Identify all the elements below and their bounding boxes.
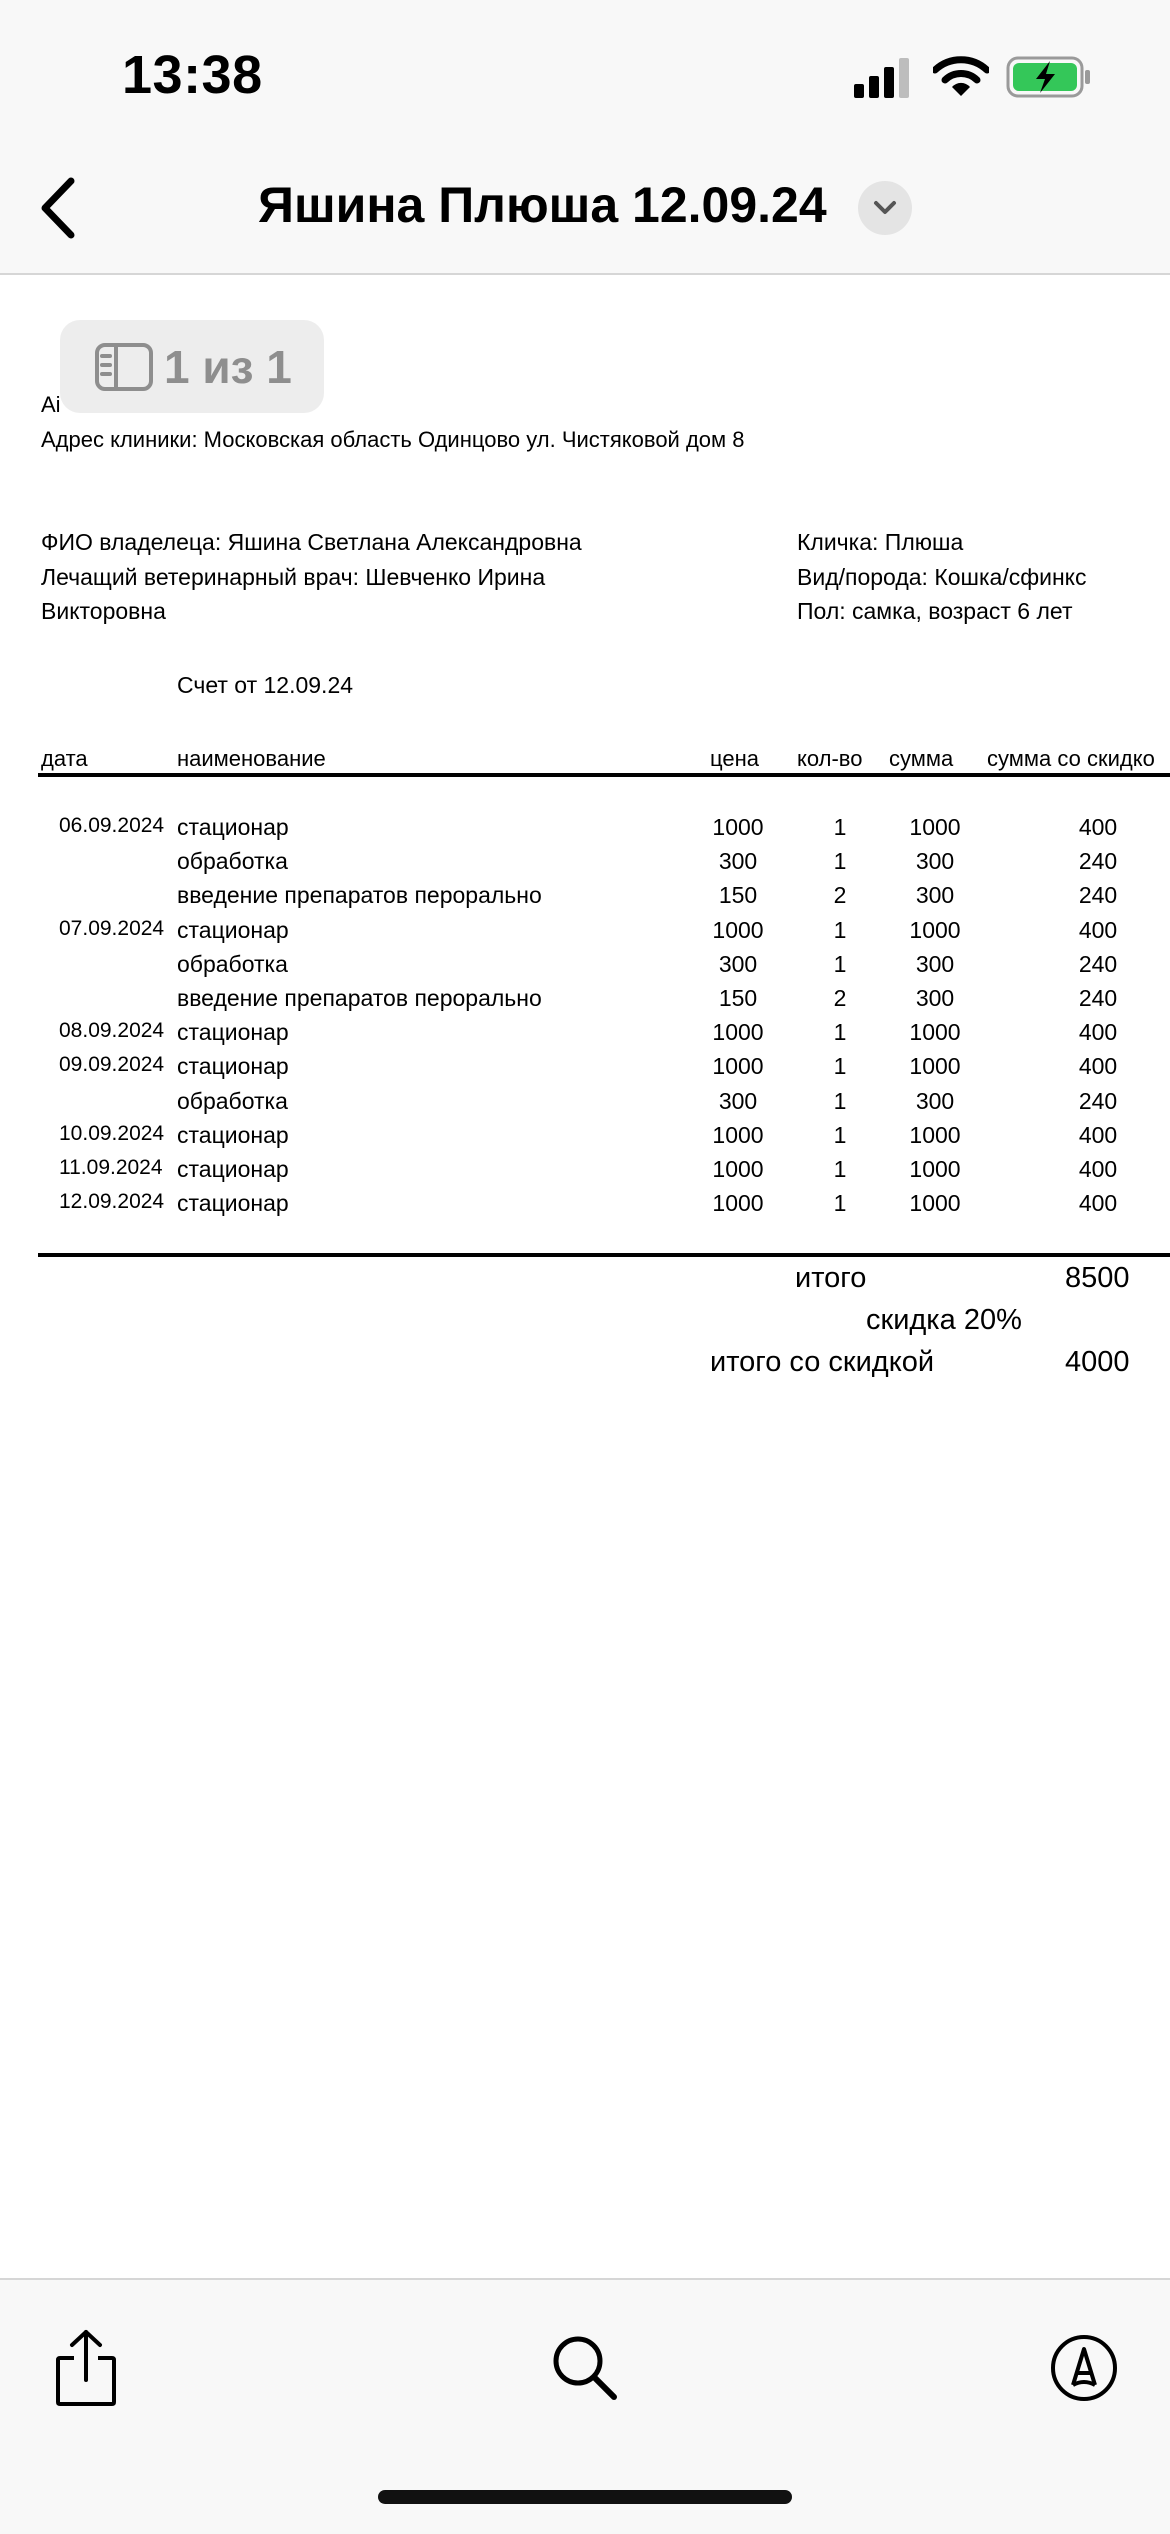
back-button[interactable] [22,168,92,248]
cell-qty: 2 [833,882,847,909]
cell-sum: 300 [915,1087,955,1114]
cell-name: стационар [177,814,289,840]
cell-price: 300 [718,950,758,977]
pet-sex-age: Пол: самка, возраст 6 лет [797,598,1073,624]
cell-qty: 1 [833,814,847,840]
battery-charging-icon [1006,56,1092,98]
clinic-name-partial: Ai [41,392,61,417]
chevron-left-icon [37,177,77,239]
discounted-total-value: 4000 [1065,1346,1130,1378]
cell-discount-sum: 400 [1078,814,1118,840]
cell-qty: 1 [833,1053,847,1080]
home-indicator [378,2490,792,2504]
document-title[interactable]: Яшина Плюша 12.09.24 [258,177,827,233]
cell-price: 1000 [712,1053,764,1080]
cell-discount-sum: 240 [1078,1087,1118,1114]
title-menu-button[interactable] [858,181,912,235]
cell-discount-sum: 400 [1078,1053,1118,1080]
invoice-title: Счет от 12.09.24 [177,672,354,698]
cell-date: 11.09.2024 [59,1156,163,1179]
cell-price: 1000 [712,1156,764,1182]
sidebar-icon [94,342,154,392]
cell-name: стационар [177,916,289,943]
cell-sum: 1000 [909,1019,961,1046]
clinic-address: Адрес клиники: Московская область Одинцово ул. Чистяковой дом 8 [41,427,745,452]
cell-qty: 1 [833,950,847,977]
cell-sum: 300 [915,950,955,977]
cell-qty: 1 [833,848,847,875]
signal-icon [854,58,912,98]
cell-sum: 1000 [909,1053,961,1080]
cell-qty: 1 [833,916,847,943]
cell-price: 300 [718,1087,758,1114]
search-icon [550,2333,620,2403]
cell-name: стационар [177,1190,289,1217]
column-header-price: цена [710,746,759,771]
cell-discount-sum: 400 [1078,916,1118,943]
table-bottom-rule [38,1253,1170,1257]
cell-discount-sum: 400 [1078,1019,1118,1046]
pet-breed: Вид/порода: Кошка/сфинкс [797,564,1087,590]
cell-price: 1000 [712,814,764,840]
cell-price: 300 [718,848,758,875]
column-header-date: дата [41,746,88,771]
page-indicator-label: 1 из 1 [164,340,292,393]
table-header-rule [38,773,1170,777]
cell-price: 1000 [712,1121,764,1148]
cell-name: стационар [177,1053,289,1080]
cell-price: 150 [718,882,758,909]
cell-price: 1000 [712,916,764,943]
cell-name: обработка [177,950,288,977]
cell-discount-sum: 240 [1078,985,1118,1011]
markup-button[interactable] [1036,2320,1132,2416]
status-time: 13:38 [122,45,263,105]
cell-discount-sum: 400 [1078,1156,1118,1182]
cell-discount-sum: 240 [1078,882,1118,909]
cell-discount-sum: 400 [1078,1121,1118,1148]
total-label: итого [795,1262,867,1294]
cell-sum: 1000 [909,814,961,840]
cell-sum: 1000 [909,1190,961,1217]
share-icon [54,2328,118,2408]
cell-name: обработка [177,1087,288,1114]
share-button[interactable] [38,2320,134,2416]
cell-sum: 300 [915,848,955,875]
cell-price: 150 [718,985,758,1011]
cell-name: обработка [177,848,288,875]
cell-qty: 2 [833,985,847,1011]
cell-date: 07.09.2024 [59,916,165,940]
total-value: 8500 [1065,1262,1130,1294]
column-header-discount-sum: сумма со скидко [987,746,1155,771]
cell-name: стационар [177,1019,289,1046]
pet-name: Кличка: Плюша [797,529,964,555]
cell-discount-sum: 240 [1078,950,1118,977]
cell-sum: 1000 [909,1121,961,1148]
page-indicator[interactable] [60,320,324,413]
cell-name: стационар [177,1156,289,1182]
column-header-qty: кол-во [797,746,863,771]
cell-qty: 1 [833,1019,847,1046]
cell-date: 06.09.2024 [59,814,165,837]
doctor-name-line1: Лечащий ветеринарный врач: Шевченко Ирина [41,564,546,590]
cell-sum: 300 [915,985,955,1011]
chevron-down-icon [873,200,897,216]
cell-qty: 1 [833,1190,847,1217]
cell-qty: 1 [833,1087,847,1114]
cell-sum: 1000 [909,916,961,943]
column-header-name: наименование [177,746,326,771]
cell-discount-sum: 400 [1078,1190,1118,1217]
search-button[interactable] [537,2320,633,2416]
doctor-name-line2: Викторовна [41,598,166,624]
discounted-total-label: итого со скидкой [710,1346,935,1378]
cell-price: 1000 [712,1019,764,1046]
cell-discount-sum: 240 [1078,848,1118,875]
wifi-icon [933,56,989,98]
cell-price: 1000 [712,1190,764,1217]
cell-sum: 1000 [909,1156,961,1182]
cell-qty: 1 [833,1156,847,1182]
cell-date: 09.09.2024 [59,1053,165,1077]
cell-name: введение препаратов перорально [177,882,542,909]
markup-icon [1049,2333,1119,2403]
column-header-sum: сумма [889,746,954,771]
cell-name: стационар [177,1121,289,1148]
discount-label: скидка 20% [866,1304,1022,1336]
cell-qty: 1 [833,1121,847,1148]
cell-sum: 300 [915,882,955,909]
cell-date: 12.09.2024 [59,1190,165,1214]
cell-name: введение препаратов перорально [177,985,542,1011]
cell-date: 10.09.2024 [59,1121,165,1145]
owner-name: ФИО владелеца: Яшина Светлана Александровна [41,529,582,555]
cell-date: 08.09.2024 [59,1019,165,1043]
